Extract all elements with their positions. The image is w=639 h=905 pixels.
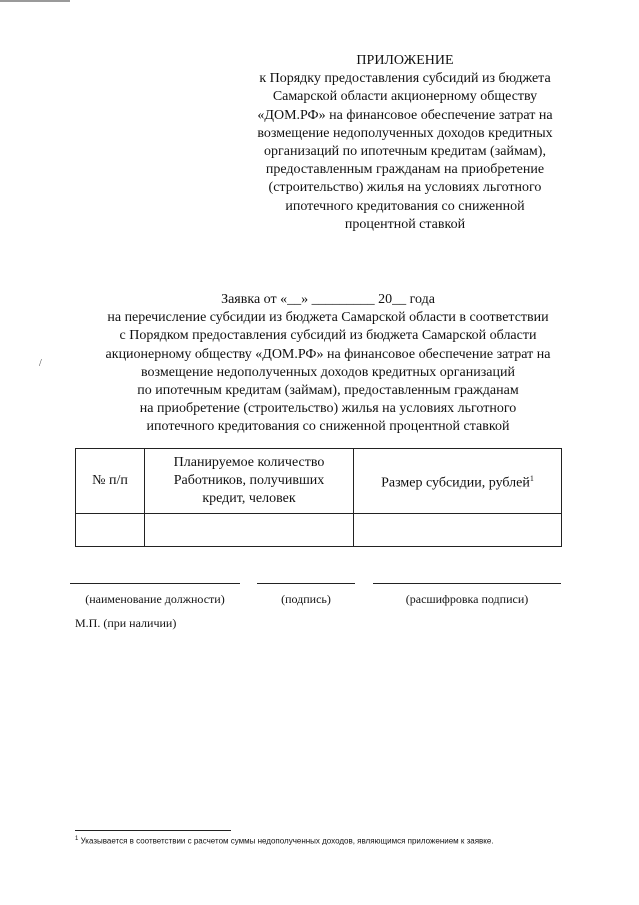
decoding-label: (расшифровка подписи) bbox=[405, 592, 529, 606]
application-line: по ипотечным кредитам (займам), предоставленным гражданам bbox=[137, 383, 519, 399]
scan-edge-mark bbox=[0, 0, 70, 2]
appendix-line: возмещение недополученных доходов кредитных bbox=[257, 125, 553, 141]
table-cell[interactable] bbox=[354, 514, 562, 547]
table-row bbox=[76, 514, 562, 547]
appendix-line: (строительство) жилья на условиях льготного bbox=[268, 180, 542, 196]
application-title: Заявка от «__» _________ 20__ года bbox=[221, 292, 435, 307]
footnote-mark: 1 bbox=[529, 473, 534, 483]
stray-pen-mark: / bbox=[39, 358, 42, 369]
application-line: на перечисление субсидии из бюджета Самарской области в соответствии bbox=[107, 310, 549, 326]
decoding-signature-field[interactable] bbox=[373, 583, 561, 607]
stamp-label: М.П. (при наличии) bbox=[75, 616, 177, 630]
application-line: возмещение недополученных доходов кредитных организаций bbox=[141, 364, 515, 380]
application-block bbox=[58, 291, 598, 437]
application-line: с Порядком предоставления субсидий из бюджета Самарской области bbox=[119, 328, 537, 344]
application-line: акционерному обществу «ДОМ.РФ» на финансовое обеспечение затрат на bbox=[105, 346, 551, 362]
signature-field[interactable] bbox=[257, 583, 355, 607]
appendix-line: «ДОМ.РФ» на финансовое обеспечение затрат на bbox=[257, 107, 553, 123]
decoding-line bbox=[373, 583, 561, 584]
header-amount bbox=[354, 449, 562, 514]
appendix-header bbox=[240, 52, 570, 234]
position-line bbox=[70, 583, 240, 584]
appendix-line: ипотечного кредитования со сниженной bbox=[285, 198, 525, 214]
appendix-title: ПРИЛОЖЕНИЕ bbox=[356, 53, 454, 68]
signature-label: (подпись) bbox=[281, 592, 331, 606]
position-label: (наименование должности) bbox=[85, 592, 225, 606]
position-signature-field[interactable] bbox=[70, 583, 240, 607]
table-cell[interactable] bbox=[145, 514, 354, 547]
footnote-divider bbox=[75, 830, 231, 831]
appendix-line: Самарской области акционерному обществу bbox=[272, 89, 538, 105]
subsidy-table bbox=[75, 448, 562, 547]
footnote-number: 1 bbox=[75, 836, 79, 842]
footnote bbox=[75, 836, 605, 846]
appendix-line: процентной ставкой bbox=[344, 216, 466, 232]
appendix-line: к Порядку предоставления субсидий из бюджета bbox=[259, 71, 551, 87]
appendix-line: предоставленным гражданам на приобретение bbox=[265, 162, 545, 178]
signature-line bbox=[257, 583, 355, 584]
application-line: ипотечного кредитования со сниженной процентной ставкой bbox=[146, 419, 510, 435]
footnote-text: Указывается в соответствии с расчетом суммы недополученных доходов, являющимся приложением к заявке. bbox=[78, 836, 494, 846]
application-line: на приобретение (строительство) жилья на условиях льготного bbox=[139, 401, 517, 417]
header-number: № п/п bbox=[76, 449, 145, 514]
table-header-row bbox=[76, 449, 562, 514]
header-quantity: Планируемое количество Работников, получивших кредит, человек bbox=[145, 449, 354, 514]
header-amount-label: Размер субсидии, рублей bbox=[381, 475, 530, 491]
table-cell[interactable] bbox=[76, 514, 145, 547]
appendix-line: организаций по ипотечным кредитам (займам), bbox=[264, 144, 546, 160]
